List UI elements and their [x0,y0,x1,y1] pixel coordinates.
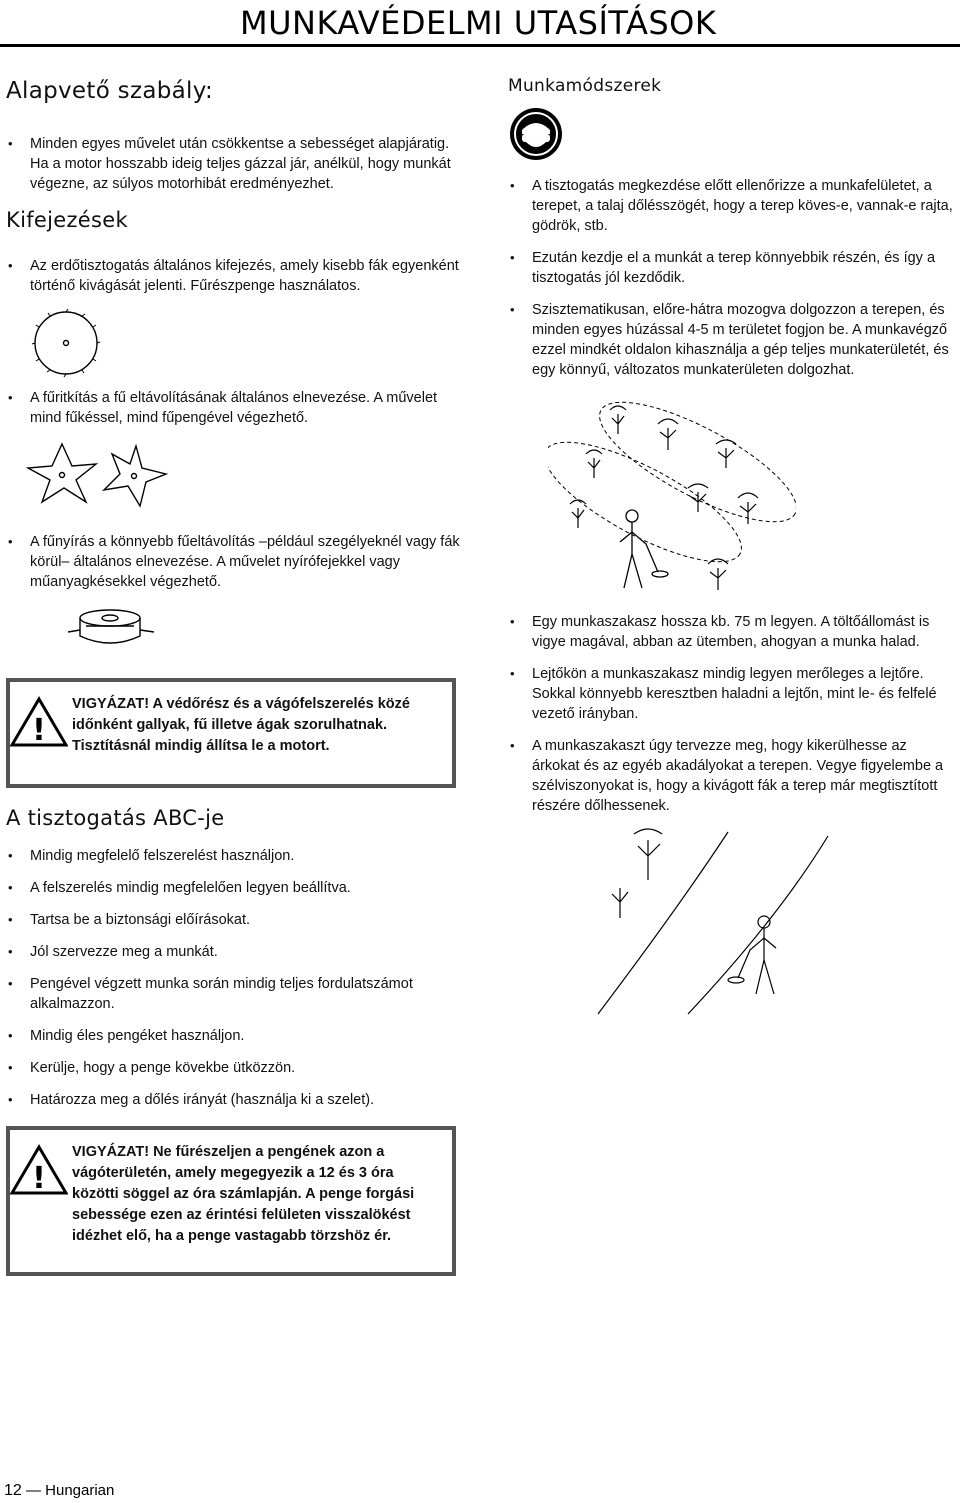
warning-triangle-icon [10,1130,68,1196]
abc-item: • Jól szervezze meg a munkát. [6,942,461,962]
heading-terms: Kifejezések [6,208,128,232]
warning-text: VIGYÁZAT! A védőrész és a vágófelszerelés közé időnként gallyak, fű illetve ágak szorulhatnak. Tisztításnál mindig állítsa le a motort. [72,696,410,754]
trimmer-head-illustration [66,606,156,656]
methods-item: • Szisztematikusan, előre-hátra mozogva dolgozzon a terepen, és minden egyes húzással 4-5 m területet fogjon be. A munkavégző ezzel mindkét oldalon kihasználja a gép teljes munkaterületét, és egy könnyű, változatos munkaterületen dolgozhat. [508,300,956,380]
methods-item: • A tisztogatás megkezdése előtt ellenőrizze a munkafelületet, a terepet, a talaj dőlésszögét, hogy a terep köves-e, vannak-e rajta, gödrök, stb. [508,176,956,236]
abc-item: • Tartsa be a biztonsági előírásokat. [6,910,461,930]
svg-text:!: ! [32,1161,46,1196]
terms-item: • A fűritkítás a fű eltávolításának általános elnevezése. A művelet mind fűkéssel, mind fűpengével végezhető. [6,388,461,428]
abc-item: • Határozza meg a dőlés irányát (használja ki a szelet). [6,1090,461,1110]
page-number: 12 [4,1482,22,1499]
saw-blade-illustration [26,308,106,378]
abc-item: • Mindig megfelelő felszerelést használjon. [6,846,461,866]
methods-item: • Egy munkaszakasz hossza kb. 75 m legyen. A töltőállomást is vigye magával, abban az ütemben, ahogyan a munka halad. [508,612,956,652]
abc-item: • A felszerelés mindig megfelelően legyen beállítva. [6,878,461,898]
abc-item: • Pengével végzett munka során mindig teljes fordulatszámot alkalmazzon. [6,974,461,1014]
methods-item: • A munkaszakaszt úgy tervezze meg, hogy kikerülhesse az árkokat és az egyéb akadályokat a terepen. Vegye figyelembe a szélviszonyokat is, hogy a kivágott fák a terep már megtisztított részére dőlhessenek. [508,736,956,816]
left-column [6,60,461,1276]
abc-item: • Mindig éles pengéket használjon. [6,1026,461,1046]
footer-dash: — [25,1482,46,1499]
heading-basic-rule: Alapvető szabály: [6,78,214,104]
footer-language: Hungarian [45,1482,115,1499]
methods-item: • Lejtőkön a munkaszakasz mindig legyen merőleges a lejtőre. Sokkal könnyebb keresztben haladni a lejtőn, mint le- és felfelé vezető irányban. [508,664,956,724]
right-column [508,60,956,1018]
basic-rule-item: • Minden egyes művelet után csökkentse a sebességet alapjáratig. Ha a motor hosszabb ideig teljes gázzal jár, anélkül, hogy munkát végezne, az súlyos motorhibát eredményezhet. [6,134,461,194]
page-title: MUNKAVÉDELMI UTASÍTÁSOK [240,4,717,42]
warning-box [6,1126,456,1276]
terms-item: • A fűnyírás a könnyebb fűeltávolítás –például szegélyeknél vagy fák körül– általános elnevezése. A művelet nyírófejekkel vagy műanyagkésekkel végezhető. [6,532,461,592]
grass-blade-illustration [24,440,184,512]
warning-text: VIGYÁZAT! Ne fűrészeljen a pengének azon a vágóterületén, amely megegyezik a 12 és 3 óra közötti söggel az óra számlapján. A penge forgási sebessége ezen az érintési felületen visszalökést idézhet elő, ha a penge vastagabb törzshöz ér. [72,1144,415,1244]
heading-methods: Munkamódszerek [508,76,662,96]
page-footer [4,1482,114,1500]
header-rule [0,44,960,47]
svg-text:!: ! [32,713,46,748]
protective-equipment-icon [508,106,564,162]
heading-abc: A tisztogatás ABC-je [6,806,225,830]
clearing-pattern-illustration [548,392,796,604]
abc-item: • Kerülje, hogy a penge kövekbe ütközzön. [6,1058,461,1078]
slope-work-illustration [578,828,838,1018]
warning-triangle-icon [10,682,68,748]
terms-item: • Az erdőtisztogatás általános kifejezés, amely kisebb fák egyenként történő kivágását jelenti. Fűrészpenge használatos. [6,256,461,296]
methods-item: • Ezután kezdje el a munkát a terep könnyebbik részén, és így a tisztogatás jól kezdődik. [508,248,956,288]
warning-box [6,678,456,788]
